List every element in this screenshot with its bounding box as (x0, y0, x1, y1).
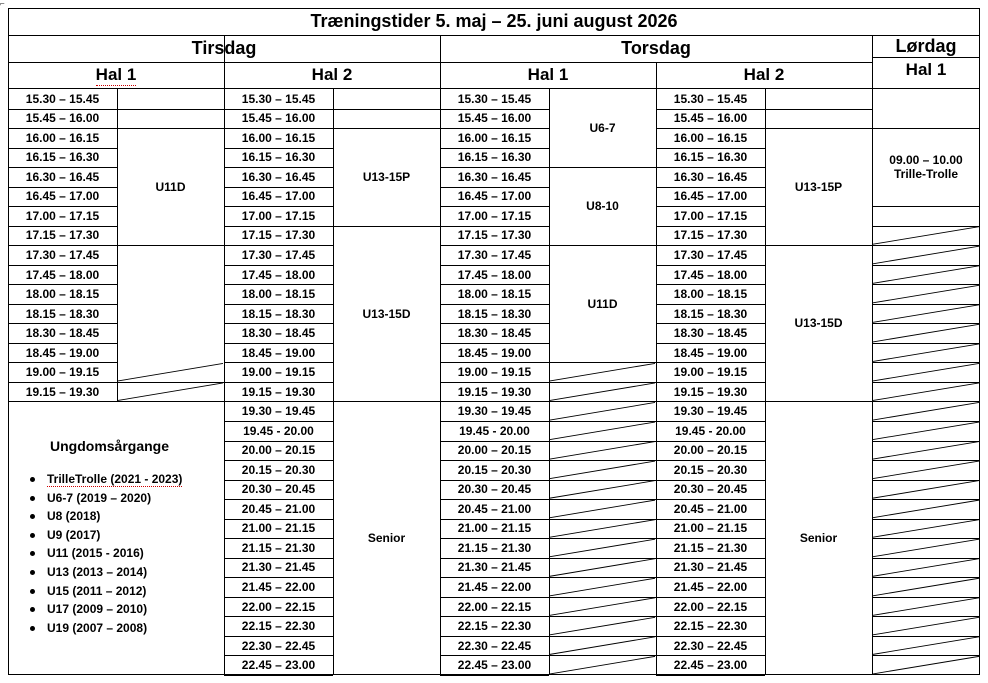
time-cell-tue-h2: 20.45 – 21.00 (241, 501, 316, 516)
time-cell-thu-h2: 22.00 – 22.15 (673, 599, 748, 614)
block-tue-h2-senior: Senior (367, 531, 406, 545)
block-tue-h2-u1315d: U13-15D (362, 306, 411, 321)
time-cell-tue-h2: 19.00 – 19.15 (241, 365, 316, 380)
time-cell-thu-h1: 18.45 – 19.00 (457, 345, 532, 360)
time-cell-tue-h2: 22.00 – 22.15 (241, 599, 316, 614)
legend-item: U9 (2017) (47, 526, 212, 545)
block-thu-h2-senior: Senior (799, 531, 838, 545)
time-cell-thu-h2: 22.15 – 22.30 (673, 619, 748, 634)
sat-time: 09.00 – 10.00 (889, 153, 963, 167)
time-cell-thu-h2: 21.30 – 21.45 (673, 560, 748, 575)
empty-slot-diagonal (550, 598, 655, 616)
hall-header-thu-1: Hal 1 (527, 65, 569, 84)
time-cell-thu-h2: 18.30 – 18.45 (673, 326, 748, 341)
time-cell-tue-h1: 17.15 – 17.30 (25, 228, 100, 243)
time-cell-tue-h1: 18.30 – 18.45 (25, 326, 100, 341)
day-header-tuesday: Tirsdag (191, 38, 257, 58)
empty-slot-diagonal (550, 637, 655, 655)
time-cell-thu-h1: 19.30 – 19.45 (457, 404, 532, 419)
time-cell-thu-h1: 20.30 – 20.45 (457, 482, 532, 497)
time-cell-tue-h1: 19.00 – 19.15 (25, 365, 100, 380)
empty-slot-diagonal (873, 266, 979, 284)
empty-slot-diagonal (550, 539, 655, 557)
time-cell-tue-h2: 20.15 – 20.30 (241, 462, 316, 477)
empty-slot-diagonal (550, 481, 655, 499)
empty-slot-diagonal (873, 285, 979, 303)
empty-slot-diagonal (873, 617, 979, 635)
time-cell-thu-h1: 15.30 – 15.45 (457, 91, 532, 106)
empty-slot-diagonal (550, 617, 655, 635)
time-cell-tue-h2: 18.15 – 18.30 (241, 306, 316, 321)
time-cell-thu-h2: 18.00 – 18.15 (673, 287, 748, 302)
time-cell-thu-h1: 18.15 – 18.30 (457, 306, 532, 321)
time-cell-thu-h2: 21.00 – 21.15 (673, 521, 748, 536)
time-cell-thu-h1: 22.15 – 22.30 (457, 619, 532, 634)
empty-slot-diagonal (550, 656, 655, 674)
time-cell-tue-h2: 16.45 – 17.00 (241, 189, 316, 204)
time-cell-thu-h1: 16.00 – 16.15 (457, 130, 532, 145)
corner-mark: ⌐ (0, 0, 5, 8)
time-cell-thu-h1: 19.00 – 19.15 (457, 365, 532, 380)
empty-slot-diagonal (550, 578, 655, 596)
time-cell-thu-h2: 17.00 – 17.15 (673, 208, 748, 223)
time-cell-thu-h2: 18.15 – 18.30 (673, 306, 748, 321)
empty-slot-diagonal (873, 383, 979, 401)
time-cell-thu-h1: 15.45 – 16.00 (457, 111, 532, 126)
empty-slot-diagonal (873, 481, 979, 499)
legend-item: U13 (2013 – 2014) (47, 563, 212, 582)
time-cell-thu-h1: 19.15 – 19.30 (457, 384, 532, 399)
time-cell-thu-h2: 16.00 – 16.15 (673, 130, 748, 145)
hall-header-tue-2: Hal 2 (311, 65, 353, 84)
time-cell-tue-h1: 15.45 – 16.00 (25, 111, 100, 126)
time-cell-thu-h1: 18.00 – 18.15 (457, 287, 532, 302)
time-cell-thu-h1: 17.45 – 18.00 (457, 267, 532, 282)
block-thu-h1-u11d: U11D (587, 296, 618, 311)
empty-slot-diagonal (873, 305, 979, 323)
legend-item: U19 (2007 – 2008) (47, 619, 212, 638)
time-cell-thu-h1: 16.30 – 16.45 (457, 169, 532, 184)
sat-team: Trille-Trolle (893, 167, 959, 181)
time-cell-tue-h2: 21.15 – 21.30 (241, 540, 316, 555)
time-cell-thu-h2: 22.30 – 22.45 (673, 638, 748, 653)
empty-slot-diagonal (873, 539, 979, 557)
empty-slot-diagonal (873, 363, 979, 381)
hall-header-sat-1: Hal 1 (905, 60, 947, 79)
empty-slot-diagonal (873, 500, 979, 518)
empty-slot-diagonal (873, 246, 979, 264)
time-cell-thu-h2: 17.45 – 18.00 (673, 267, 748, 282)
time-cell-tue-h2: 18.30 – 18.45 (241, 326, 316, 341)
block-tue-h1-u11d: U11D (155, 179, 186, 194)
time-cell-thu-h2: 20.30 – 20.45 (673, 482, 748, 497)
block-tue-h2-u1315p: U13-15P (362, 170, 411, 184)
block-thu-h1-u67: U6-7 (589, 121, 616, 135)
legend-heading: Ungdomsårgange (50, 438, 170, 454)
empty-slot-diagonal (873, 520, 979, 538)
time-cell-tue-h1: 16.45 – 17.00 (25, 189, 100, 204)
time-cell-tue-h1: 17.30 – 17.45 (25, 247, 100, 262)
time-cell-thu-h1: 17.15 – 17.30 (457, 228, 532, 243)
time-cell-tue-h1: 16.30 – 16.45 (25, 169, 100, 184)
legend-item: U17 (2009 – 2010) (47, 600, 212, 619)
time-cell-thu-h2: 21.15 – 21.30 (673, 540, 748, 555)
empty-slot-diagonal (550, 363, 655, 381)
time-cell-tue-h1: 18.45 – 19.00 (25, 345, 100, 360)
empty-slot-diagonal (873, 227, 979, 245)
time-cell-thu-h2: 15.30 – 15.45 (673, 91, 748, 106)
time-cell-thu-h2: 19.00 – 19.15 (673, 365, 748, 380)
time-cell-thu-h2: 21.45 – 22.00 (673, 580, 748, 594)
time-cell-tue-h2: 19.45 - 20.00 (243, 423, 314, 438)
time-cell-thu-h2: 16.45 – 17.00 (673, 189, 748, 204)
time-cell-tue-h2: 15.30 – 15.45 (241, 91, 316, 106)
time-cell-tue-h2: 15.45 – 16.00 (241, 111, 316, 126)
empty-slot-diagonal (550, 520, 655, 538)
time-cell-thu-h1: 21.00 – 21.15 (457, 521, 532, 536)
time-cell-tue-h1: 19.15 – 19.30 (25, 384, 100, 399)
empty-slot-diagonal (550, 383, 655, 401)
legend-item: U15 (2011 – 2012) (47, 582, 212, 601)
time-cell-tue-h2: 17.30 – 17.45 (241, 247, 316, 262)
hall-header-tue-1: Hal 1 (95, 64, 137, 84)
time-cell-tue-h2: 17.15 – 17.30 (241, 228, 316, 243)
time-cell-thu-h2: 17.15 – 17.30 (673, 228, 748, 243)
block-thu-h1-u810: U8-10 (586, 199, 619, 213)
time-cell-thu-h1: 17.00 – 17.15 (457, 208, 532, 223)
empty-slot-diagonal (550, 402, 655, 420)
time-cell-thu-h2: 20.45 – 21.00 (673, 501, 748, 516)
time-cell-tue-h1: 17.00 – 17.15 (25, 208, 100, 223)
empty-slot-diagonal (550, 422, 655, 440)
time-cell-thu-h1: 18.30 – 18.45 (457, 326, 532, 341)
time-cell-tue-h2: 21.45 – 22.00 (241, 580, 316, 594)
time-cell-tue-h2: 22.45 – 23.00 (241, 658, 316, 673)
empty-slot-diagonal (873, 656, 979, 674)
time-cell-tue-h2: 21.00 – 21.15 (241, 521, 316, 536)
empty-slot-diagonal (873, 324, 979, 342)
time-cell-thu-h1: 20.45 – 21.00 (457, 501, 532, 516)
time-cell-thu-h1: 21.15 – 21.30 (457, 540, 532, 555)
block-thu-h2-u1315p: U13-15P (794, 179, 843, 194)
empty-slot-diagonal (873, 344, 979, 362)
time-cell-thu-h2: 18.45 – 19.00 (673, 345, 748, 360)
time-cell-thu-h2: 20.00 – 20.15 (673, 443, 748, 458)
empty-slot-diagonal (118, 383, 223, 401)
time-cell-tue-h2: 22.15 – 22.30 (241, 619, 316, 634)
time-cell-tue-h2: 20.00 – 20.15 (241, 443, 316, 458)
time-cell-tue-h1: 18.15 – 18.30 (25, 306, 100, 321)
legend-item: TrilleTrolle (2021 - 2023) (47, 470, 212, 489)
time-cell-thu-h1: 21.45 – 22.00 (457, 580, 532, 594)
time-cell-thu-h1: 21.30 – 21.45 (457, 560, 532, 575)
time-cell-thu-h1: 17.30 – 17.45 (457, 247, 532, 262)
time-cell-tue-h2: 20.30 – 20.45 (241, 482, 316, 497)
legend-item: U6-7 (2019 – 2020) (47, 489, 212, 508)
empty-slot-diagonal (873, 637, 979, 655)
empty-slot-diagonal (873, 442, 979, 460)
time-cell-thu-h1: 20.00 – 20.15 (457, 443, 532, 458)
empty-slot-diagonal (873, 598, 979, 616)
hall-header-thu-2: Hal 2 (743, 65, 785, 84)
time-cell-tue-h2: 16.30 – 16.45 (241, 169, 316, 184)
time-cell-tue-h2: 22.30 – 22.45 (241, 638, 316, 653)
empty-slot-diagonal (873, 461, 979, 479)
time-cell-tue-h2: 16.00 – 16.15 (241, 130, 316, 145)
time-cell-tue-h2: 19.30 – 19.45 (241, 404, 316, 419)
time-cell-thu-h2: 15.45 – 16.00 (673, 111, 748, 126)
time-cell-tue-h1: 18.00 – 18.15 (25, 287, 100, 302)
time-cell-tue-h2: 18.00 – 18.15 (241, 287, 316, 302)
empty-slot-diagonal (873, 578, 979, 596)
empty-slot-diagonal (873, 402, 979, 420)
day-header-thursday: Torsdag (621, 38, 691, 58)
time-cell-tue-h1: 16.00 – 16.15 (25, 130, 100, 145)
time-cell-tue-h2: 18.45 – 19.00 (241, 345, 316, 360)
time-cell-thu-h1: 22.00 – 22.15 (457, 599, 532, 614)
time-cell-tue-h1: 16.15 – 16.30 (25, 150, 100, 165)
legend-item: U8 (2018) (47, 507, 212, 526)
time-cell-thu-h2: 17.30 – 17.45 (673, 247, 748, 262)
time-cell-thu-h2: 20.15 – 20.30 (673, 462, 748, 477)
time-cell-tue-h2: 19.15 – 19.30 (241, 384, 316, 399)
time-cell-tue-h1: 17.45 – 18.00 (25, 267, 100, 282)
time-cell-thu-h2: 19.15 – 19.30 (673, 384, 748, 399)
time-cell-tue-h2: 21.30 – 21.45 (241, 560, 316, 575)
empty-slot-diagonal (873, 559, 979, 577)
day-header-saturday: Lørdag (895, 35, 957, 56)
page-title: Træningstider 5. maj – 25. juni august 2026 (310, 11, 678, 31)
time-cell-tue-h2: 17.45 – 18.00 (241, 267, 316, 282)
time-cell-tue-h1: 15.30 – 15.45 (25, 91, 100, 106)
time-cell-thu-h1: 20.15 – 20.30 (457, 462, 532, 477)
time-cell-thu-h2: 19.45 - 20.00 (675, 423, 746, 438)
time-cell-thu-h2: 22.45 – 23.00 (673, 658, 748, 673)
empty-slot-diagonal (873, 422, 979, 440)
time-cell-thu-h2: 16.15 – 16.30 (673, 150, 748, 165)
empty-slot-diagonal (550, 559, 655, 577)
time-cell-thu-h1: 22.30 – 22.45 (457, 638, 532, 653)
time-cell-thu-h2: 19.30 – 19.45 (673, 404, 748, 419)
legend-item: U11 (2015 - 2016) (47, 544, 212, 563)
empty-slot-diagonal (118, 363, 223, 381)
empty-slot-diagonal (550, 500, 655, 518)
time-cell-thu-h1: 16.45 – 17.00 (457, 189, 532, 204)
empty-slot-diagonal (550, 442, 655, 460)
time-cell-tue-h2: 16.15 – 16.30 (241, 150, 316, 165)
time-cell-thu-h1: 19.45 - 20.00 (459, 423, 530, 438)
time-cell-thu-h1: 22.45 – 23.00 (457, 658, 532, 673)
time-cell-thu-h2: 16.30 – 16.45 (673, 169, 748, 184)
empty-slot-diagonal (550, 461, 655, 479)
block-thu-h2-u1315d: U13-15D (794, 316, 843, 330)
time-cell-tue-h2: 17.00 – 17.15 (241, 208, 316, 223)
time-cell-thu-h1: 16.15 – 16.30 (457, 150, 532, 165)
